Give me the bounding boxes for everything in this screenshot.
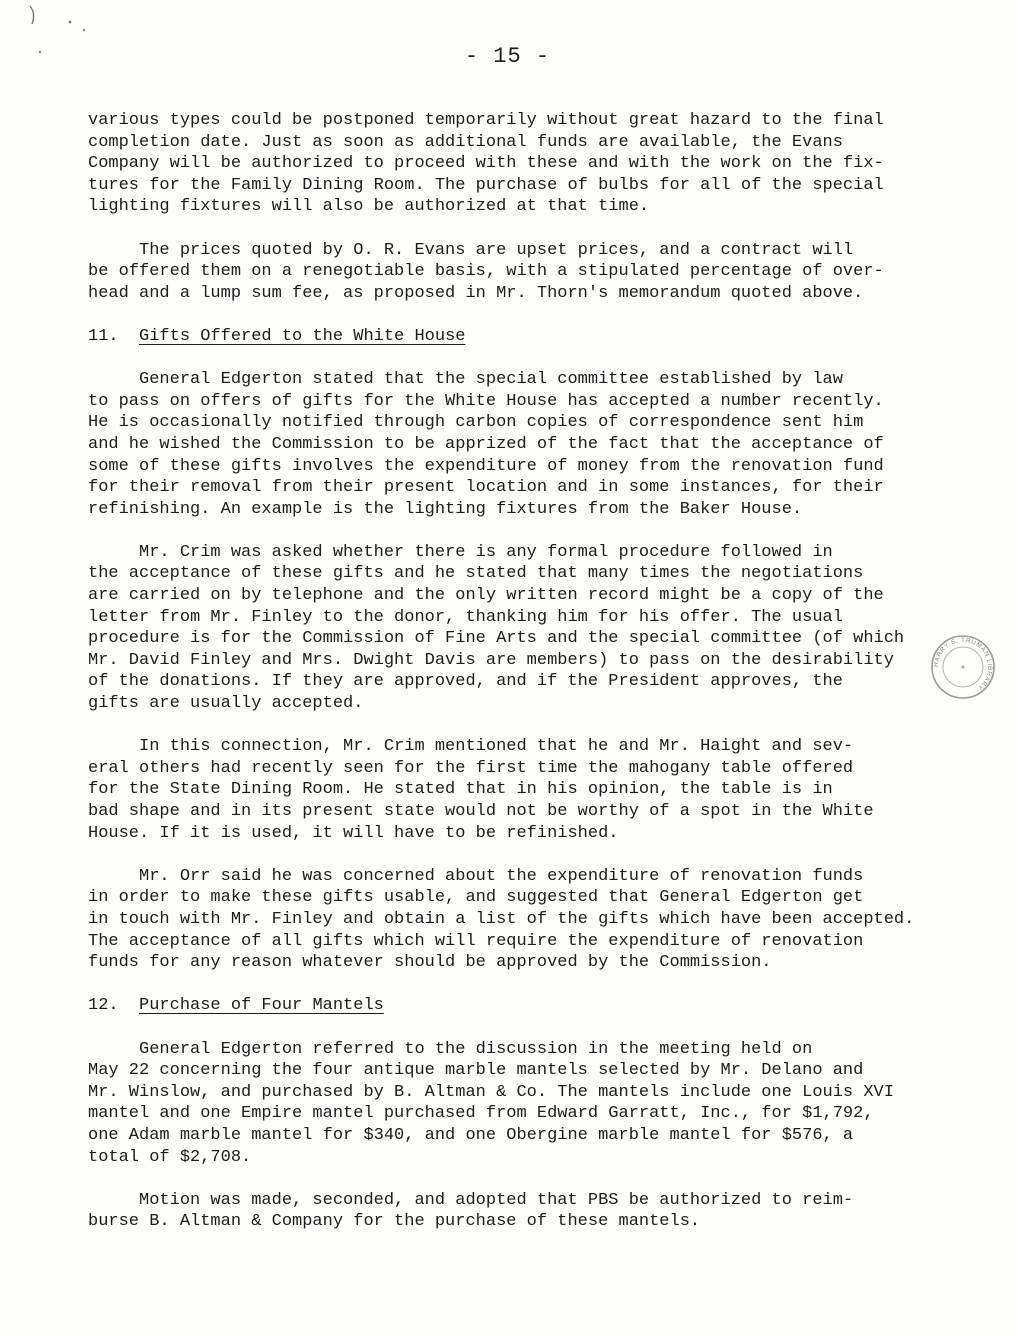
text-line: of the donations. If they are approved, and if the President approves, the: [88, 672, 843, 692]
section-number: 12.: [88, 996, 119, 1016]
text-line: in touch with Mr. Finley and obtain a list of the gifts which have been accepted.: [88, 909, 915, 929]
paragraph: [88, 866, 938, 974]
text-line: burse B. Altman & Company for the purchase of these mantels.: [88, 1212, 701, 1232]
text-line: funds for any reason whatever should be approved by the Commission.: [88, 953, 772, 973]
section-title: Purchase of Four Mantels: [139, 996, 384, 1016]
text-line: gifts are usually accepted.: [88, 694, 364, 714]
svg-text:★: ★: [960, 665, 966, 671]
text-line: House. If it is used, it will have to be refinished.: [88, 823, 619, 843]
text-line: in order to make these gifts usable, and suggested that General Edgerton get: [88, 888, 864, 908]
paragraph-gap: [88, 520, 938, 542]
text-line: are carried on by telephone and the only written record might be a copy of the: [88, 586, 884, 606]
text-line: Motion was made, seconded, and adopted that PBS be authorized to reim-: [88, 1190, 854, 1210]
text-line: Mr. Crim was asked whether there is any formal procedure followed in: [88, 542, 833, 562]
section-heading: [88, 326, 938, 348]
text-line: tures for the Family Dining Room. The purchase of bulbs for all of the special: [88, 175, 884, 195]
document-body: [88, 110, 938, 1233]
text-line: letter from Mr. Finley to the donor, thanking him for his offer. The usual: [88, 607, 843, 627]
text-line: head and a lump sum fee, as proposed in Mr. Thorn's memorandum quoted above.: [88, 283, 864, 303]
text-line: one Adam marble mantel for $340, and one Obergine marble mantel for $576, a: [88, 1125, 854, 1145]
text-line: completion date. Just as soon as additional funds are available, the Evans: [88, 132, 843, 152]
text-line: Company will be authorized to proceed with these and with the work on the fix-: [88, 154, 884, 174]
library-stamp-seal: [928, 632, 998, 702]
text-line: mantel and one Empire mantel purchased from Edward Garratt, Inc., for $1,792,: [88, 1104, 874, 1124]
text-line: to pass on offers of gifts for the White House has accepted a number recently.: [88, 391, 884, 411]
text-line: Mr. Winslow, and purchased by B. Altman & Co. The mantels include one Louis XVI: [88, 1082, 894, 1102]
text-line: May 22 concerning the four antique marble mantels selected by Mr. Delano and: [88, 1061, 864, 1081]
section-number: 11.: [88, 326, 119, 346]
paragraph: [88, 110, 938, 218]
text-line: be offered them on a renegotiable basis, with a stipulated percentage of over-: [88, 262, 884, 282]
text-line: total of $2,708.: [88, 1147, 252, 1167]
text-line: General Edgerton referred to the discussion in the meeting held on: [88, 1039, 813, 1059]
text-line: eral others had recently seen for the first time the mahogany table offered: [88, 758, 854, 778]
paragraph-gap: [88, 304, 938, 326]
paragraph: [88, 1190, 938, 1233]
section-title: Gifts Offered to the White House: [139, 326, 466, 346]
text-line: for the State Dining Room. He stated that in his opinion, the table is in: [88, 780, 833, 800]
text-line: Mr. David Finley and Mrs. Dwight Davis are members) to pass on the desirability: [88, 650, 894, 670]
text-line: Mr. Orr said he was concerned about the expenditure of renovation funds: [88, 866, 864, 886]
paragraph: [88, 369, 938, 520]
paragraph: [88, 1039, 938, 1169]
text-line: The acceptance of all gifts which will require the expenditure of renovation: [88, 931, 864, 951]
text-line: He is occasionally notified through carbon copies of correspondence sent him: [88, 413, 864, 433]
paragraph-gap: [88, 218, 938, 240]
paragraph: [88, 736, 938, 844]
paragraph: [88, 240, 938, 305]
text-line: The prices quoted by O. R. Evans are upset prices, and a contract will: [88, 240, 854, 260]
text-line: bad shape and in its present state would not be worthy of a spot in the White: [88, 802, 874, 821]
paragraph-gap: [88, 1017, 938, 1039]
text-line: In this connection, Mr. Crim mentioned that he and Mr. Haight and sev-: [88, 737, 854, 757]
paragraph-gap: [88, 1168, 938, 1190]
text-line: the acceptance of these gifts and he stated that many times the negotiations: [88, 564, 864, 584]
page-number: - 15 -: [464, 44, 551, 69]
paragraph: [88, 542, 938, 715]
paragraph-gap: [88, 974, 938, 996]
svg-text:HARRY S. TRUMAN LIBRARY: HARRY S. TRUMAN LIBRARY: [932, 636, 994, 692]
text-line: and he wished the Commission to be apprized of the fact that the acceptance of: [88, 434, 884, 454]
paragraph-gap: [88, 348, 938, 370]
paragraph-gap: [88, 715, 938, 737]
text-line: General Edgerton stated that the special committee established by law: [88, 370, 843, 390]
text-line: refinishing. An example is the lighting fixtures from the Baker House.: [88, 499, 803, 519]
text-line: some of these gifts involves the expenditure of money from the renovation fund: [88, 456, 884, 476]
text-line: various types could be postponed temporarily without great hazard to the final: [88, 111, 884, 130]
text-line: procedure is for the Commission of Fine Arts and the special committee (of which: [88, 629, 905, 649]
text-line: lighting fixtures will also be authorized at that time.: [88, 197, 650, 217]
text-line: for their removal from their present location and in some instances, for their: [88, 478, 884, 498]
paragraph-gap: [88, 844, 938, 866]
section-heading: [88, 995, 938, 1017]
